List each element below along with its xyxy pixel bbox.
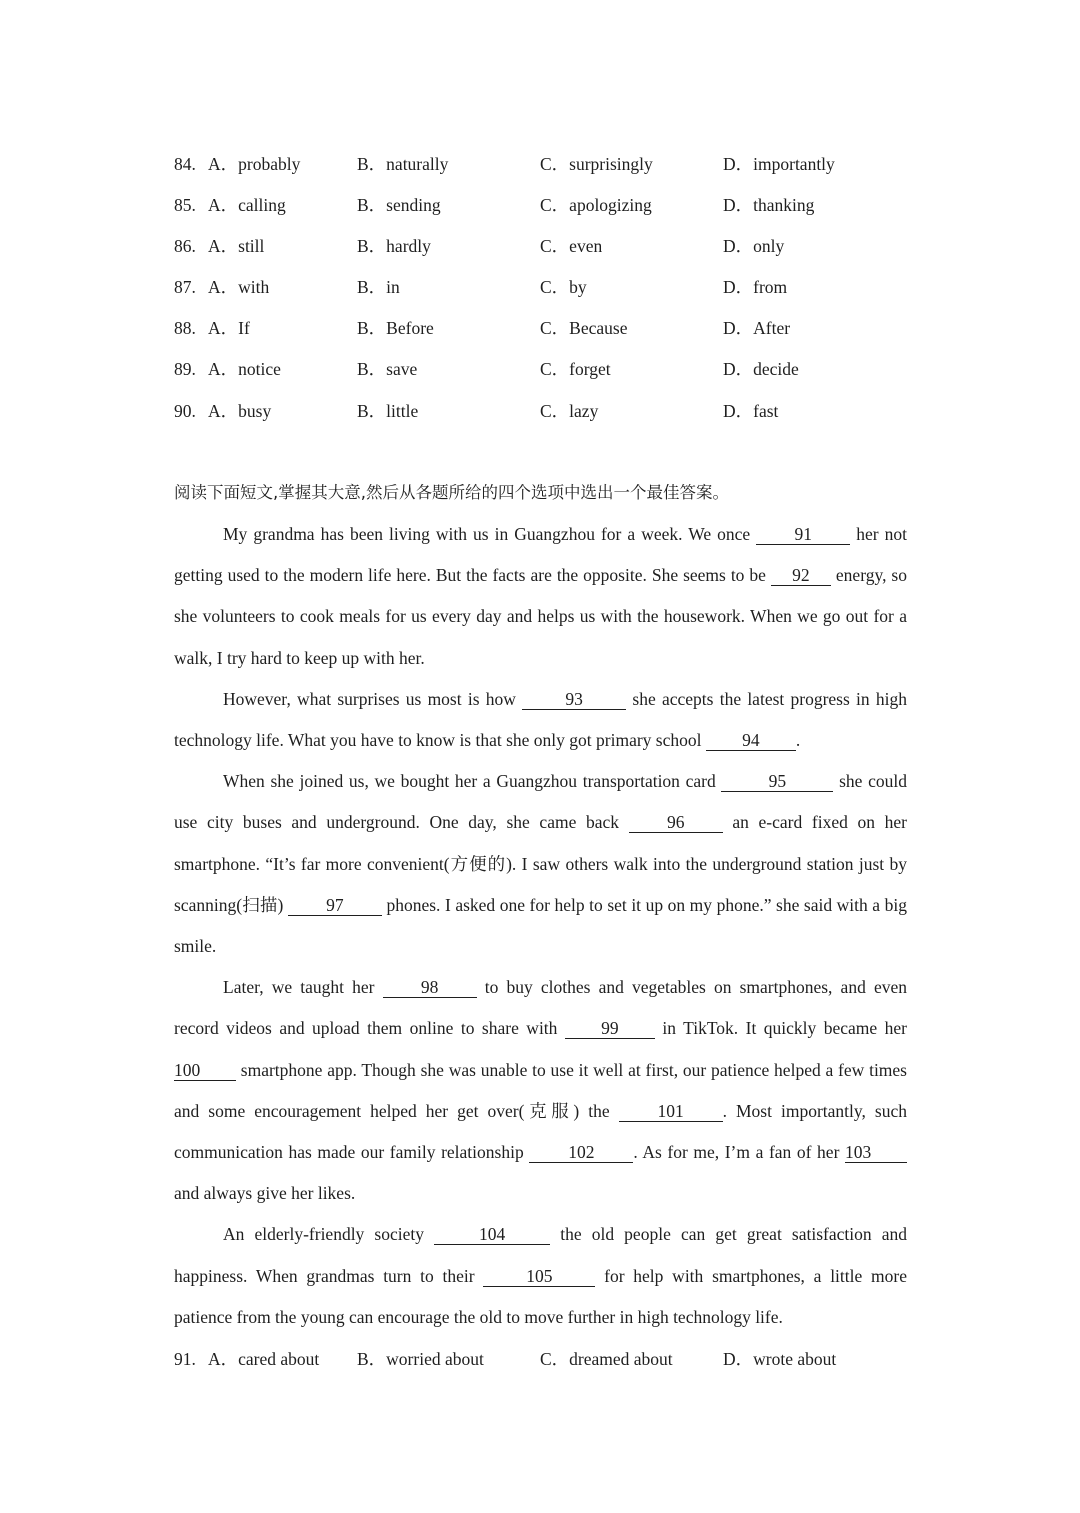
passage-text: . As for me, I’m a fan of her [633, 1142, 846, 1163]
option-a: A．probably [208, 154, 301, 174]
option-c: C．even [540, 236, 603, 256]
option-d: D．wrote about [723, 1349, 837, 1369]
passage-paragraph-3 [174, 761, 907, 967]
option-a: A．If [208, 318, 250, 338]
option-a: A．calling [208, 195, 286, 215]
option-c: C．apologizing [540, 195, 652, 215]
passage-text: . [795, 730, 801, 751]
question-88-options [174, 313, 907, 343]
option-c: C．dreamed about [540, 1349, 673, 1369]
blank-101: 101 [619, 1101, 723, 1122]
option-d: D．only [723, 236, 785, 256]
blank-93: 93 [522, 689, 626, 710]
passage-text: phones. I asked one for help to set it up on my phone.” she said with a big smile. [174, 894, 907, 957]
option-c: C．lazy [540, 401, 599, 421]
option-b: B．save [357, 359, 418, 379]
passage-text: My grandma has been living with us in Guangzhou for a week. We once [223, 524, 757, 544]
passage-text: the old people can get great satisfaction and happiness. When grandmas turn to their [174, 1224, 907, 1286]
passage-text: energy, so she volunteers to cook meals for us every day and helps us with the housework. When we go out for a walk, I try hard to keep up with her. [174, 565, 907, 668]
blank-104: 104 [434, 1224, 550, 1245]
option-a: A．with [208, 277, 270, 297]
passage-text: . Most importantly, such communication has made our family relationship [174, 1100, 907, 1163]
blank-98: 98 [383, 977, 477, 998]
section-instruction: 阅读下面短文,掌握其大意,然后从各题所给的四个选项中选出一个最佳答案。 [174, 483, 729, 502]
option-d: D．importantly [723, 154, 835, 174]
passage-text: an e-card fixed on her smartphone. “It’s far more convenient(方便的). I saw others walk into the underground station just by scanning(扫描) [174, 812, 907, 915]
passage-paragraph-4 [174, 967, 907, 1214]
option-b: B．hardly [357, 236, 431, 256]
option-b: B．in [357, 277, 400, 297]
question-86-options [174, 231, 907, 261]
option-d: D．thanking [723, 195, 815, 215]
question-number: 88. [174, 318, 196, 338]
blank-97: 97 [288, 895, 382, 916]
option-b: B．little [357, 401, 419, 421]
passage-text: An elderly-friendly society [223, 1224, 435, 1245]
option-b: B．worried about [357, 1349, 484, 1369]
blank-92: 92 [771, 565, 831, 586]
passage-text: When she joined us, we bought her a Guangzhou transportation card [223, 771, 722, 792]
passage-text: in TikTok. It quickly became her [654, 1018, 907, 1039]
blank-102: 102 [529, 1142, 633, 1163]
cloze-passage [174, 514, 907, 1338]
blank-100: 100 [174, 1060, 236, 1081]
blank-96: 96 [629, 812, 723, 833]
passage-text: her not getting used to the modern life here. But the facts are the opposite. She seems to be [174, 524, 907, 586]
blank-91: 91 [756, 524, 850, 545]
passage-text: and always give her likes. [174, 1183, 356, 1204]
option-d: D．fast [723, 401, 779, 421]
passage-text: for help with smartphones, a little more patience from the young can encourage the old to move further in high technology life. [174, 1265, 907, 1327]
question-number: 86. [174, 236, 196, 256]
option-c: C．Because [540, 318, 628, 338]
option-d: D．After [723, 318, 791, 338]
passage-paragraph-5 [174, 1214, 907, 1338]
question-90-options [174, 396, 907, 426]
option-b: B．sending [357, 195, 441, 215]
option-c: C．forget [540, 359, 611, 379]
option-d: D．decide [723, 359, 799, 379]
option-a: A．busy [208, 401, 272, 421]
passage-text: However, what surprises us most is how [223, 688, 523, 709]
question-number: 87. [174, 277, 196, 297]
question-84-options [174, 149, 907, 179]
question-number: 90. [174, 401, 196, 421]
question-number: 89. [174, 359, 196, 379]
question-number: 85. [174, 195, 196, 215]
blank-103: 103 [845, 1142, 907, 1163]
option-c: C．by [540, 277, 587, 297]
passage-text: she accepts the latest progress in high technology life. What you have to know is that she only got primary school [174, 688, 907, 751]
question-number: 91. [174, 1349, 196, 1369]
passage-text: to buy clothes and vegetables on smartphones, and even record videos and upload them online to share with [174, 977, 907, 1039]
option-a: A．notice [208, 359, 281, 379]
passage-paragraph-1 [174, 514, 907, 679]
passage-text: smartphone app. Though she was unable to use it well at first, our patience helped a few times and some encouragement helped her get over(克服) the [174, 1059, 907, 1121]
blank-95: 95 [721, 771, 833, 792]
option-a: A．cared about [208, 1349, 320, 1369]
blank-105: 105 [483, 1266, 595, 1287]
blank-94: 94 [706, 730, 796, 751]
option-b: B．Before [357, 318, 434, 338]
option-c: C．surprisingly [540, 154, 653, 174]
option-a: A．still [208, 236, 265, 256]
question-89-options [174, 354, 907, 384]
option-d: D．from [723, 277, 788, 297]
passage-text: Later, we taught her [223, 977, 383, 998]
question-number: 84. [174, 154, 196, 174]
question-85-options [174, 190, 907, 220]
blank-99: 99 [565, 1018, 655, 1039]
question-87-options [174, 272, 907, 302]
option-b: B．naturally [357, 154, 449, 174]
passage-text: she could use city buses and underground. One day, she came back [174, 771, 907, 833]
question-91-options [174, 1344, 907, 1374]
passage-paragraph-2 [174, 679, 907, 761]
